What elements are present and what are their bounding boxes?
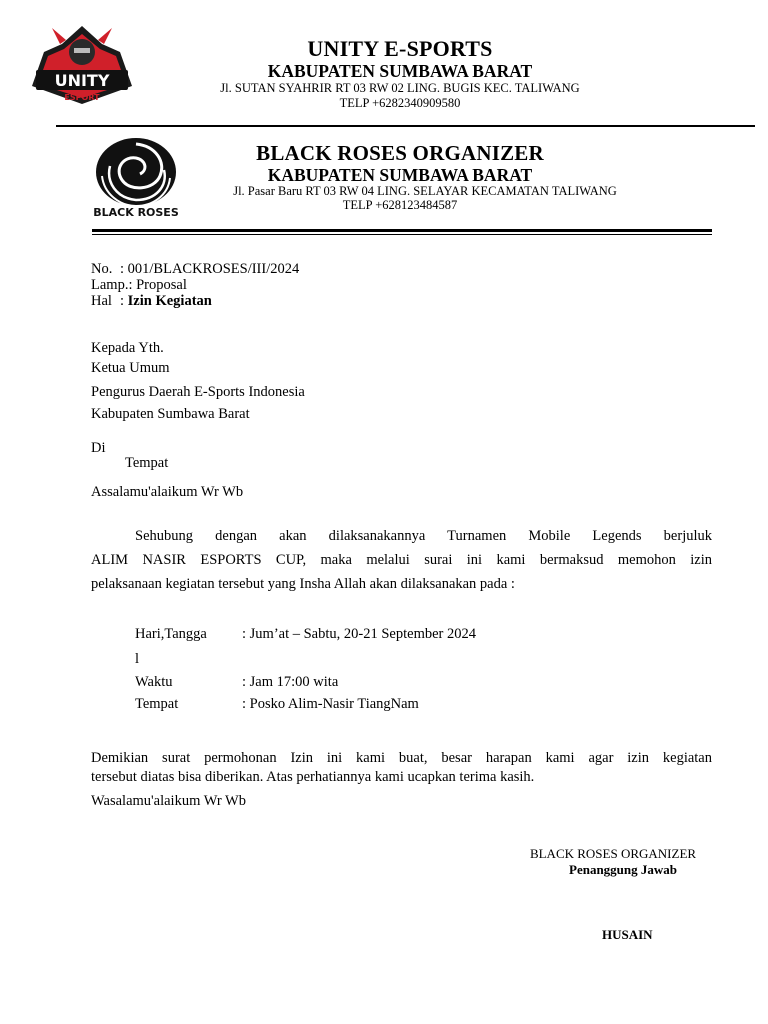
unity-subtitle: KABUPATEN SUMBAWA BARAT [267,61,533,81]
meta-hal [91,293,212,310]
detail-time-label: Waktu [135,674,173,690]
closing-line1: Demikian surat permohonan Izin ini kami buat, besar harapan kami agar izin kegiatan [91,750,712,766]
signature-name: HUSAIN [602,927,653,942]
meta-lamp [91,277,187,294]
meta-hal-value: Izin Kegiatan [127,293,212,309]
recipient-line1: Kepada Yth. [91,340,164,356]
unity-logo [22,14,142,110]
detail-place-label: Tempat [135,696,179,712]
body-line1: Sehubung dengan akan dilaksanakannya Turnamen Mobile Legends berjuluk [135,528,712,544]
recipient-line3: Pengurus Daerah E-Sports Indonesia [91,384,305,400]
meta-lamp-value: : Proposal [128,277,187,293]
unity-phone: TELP +6282340909580 [339,96,461,110]
meta-lamp-label: Lamp. [91,277,129,293]
meta-hal-colon: : [120,293,125,309]
detail-day-label-wrap: l [135,651,140,667]
meta-no-value: : 001/BLACKROSES/III/2024 [120,261,300,277]
meta-hal-label: Hal [91,293,112,309]
detail-place-value: : Posko Alim-Nasir TiangNam [242,696,419,712]
closing-line2: tersebut diatas bisa diberikan. Atas perhatiannya kami ucapkan terima kasih. [91,769,535,785]
recipient-line2: Ketua Umum [91,360,170,376]
header1-divider [56,125,755,127]
unity-title: UNITY E-SPORTS [307,36,493,61]
meta-no [91,261,299,278]
body-line3: pelaksanaan kegiatan tersebut yang Insha Allah akan dilaksanakan pada : [91,576,515,592]
detail-time-value: : Jam 17:00 wita [242,674,339,690]
signature-role: Penanggung Jawab [569,862,677,877]
body-line2: ALIM NASIR ESPORTS CUP, maka melalui surai ini kami bermaksud memohon izin [91,552,712,568]
closing-farewell: Wasalamu'alaikum Wr Wb [91,793,246,809]
detail-day-value: : Jum’at – Sabtu, 20-21 September 2024 [242,626,476,642]
recipient-tempat: Tempat [125,455,169,471]
header2-divider-thick [92,229,712,232]
signature-org: BLACK ROSES ORGANIZER [529,846,697,861]
detail-day-label: Hari,Tangga [135,626,207,642]
unity-logo-subtext: ESPORT [64,93,100,102]
greeting: Assalamu'alaikum Wr Wb [91,484,244,500]
black-roses-logo-text: BLACK ROSES [93,206,179,219]
organizer-title: BLACK ROSES ORGANIZER [256,141,544,165]
unity-logo-text: UNITY [54,71,110,90]
header2-divider-thin [92,234,712,235]
organizer-subtitle: KABUPATEN SUMBAWA BARAT [267,165,533,185]
recipient-di: Di [91,440,106,456]
recipient-line4: Kabupaten Sumbawa Barat [91,406,250,422]
organizer-phone: TELP +628123484587 [342,198,458,212]
unity-address: Jl. SUTAN SYAHRIR RT 03 RW 02 LING. BUGIS KEC. TALIWANG [220,81,580,95]
organizer-address: Jl. Pasar Baru RT 03 RW 04 LING. SELAYAR KECAMATAN TALIWANG [233,184,617,198]
meta-no-label: No. [91,261,113,277]
